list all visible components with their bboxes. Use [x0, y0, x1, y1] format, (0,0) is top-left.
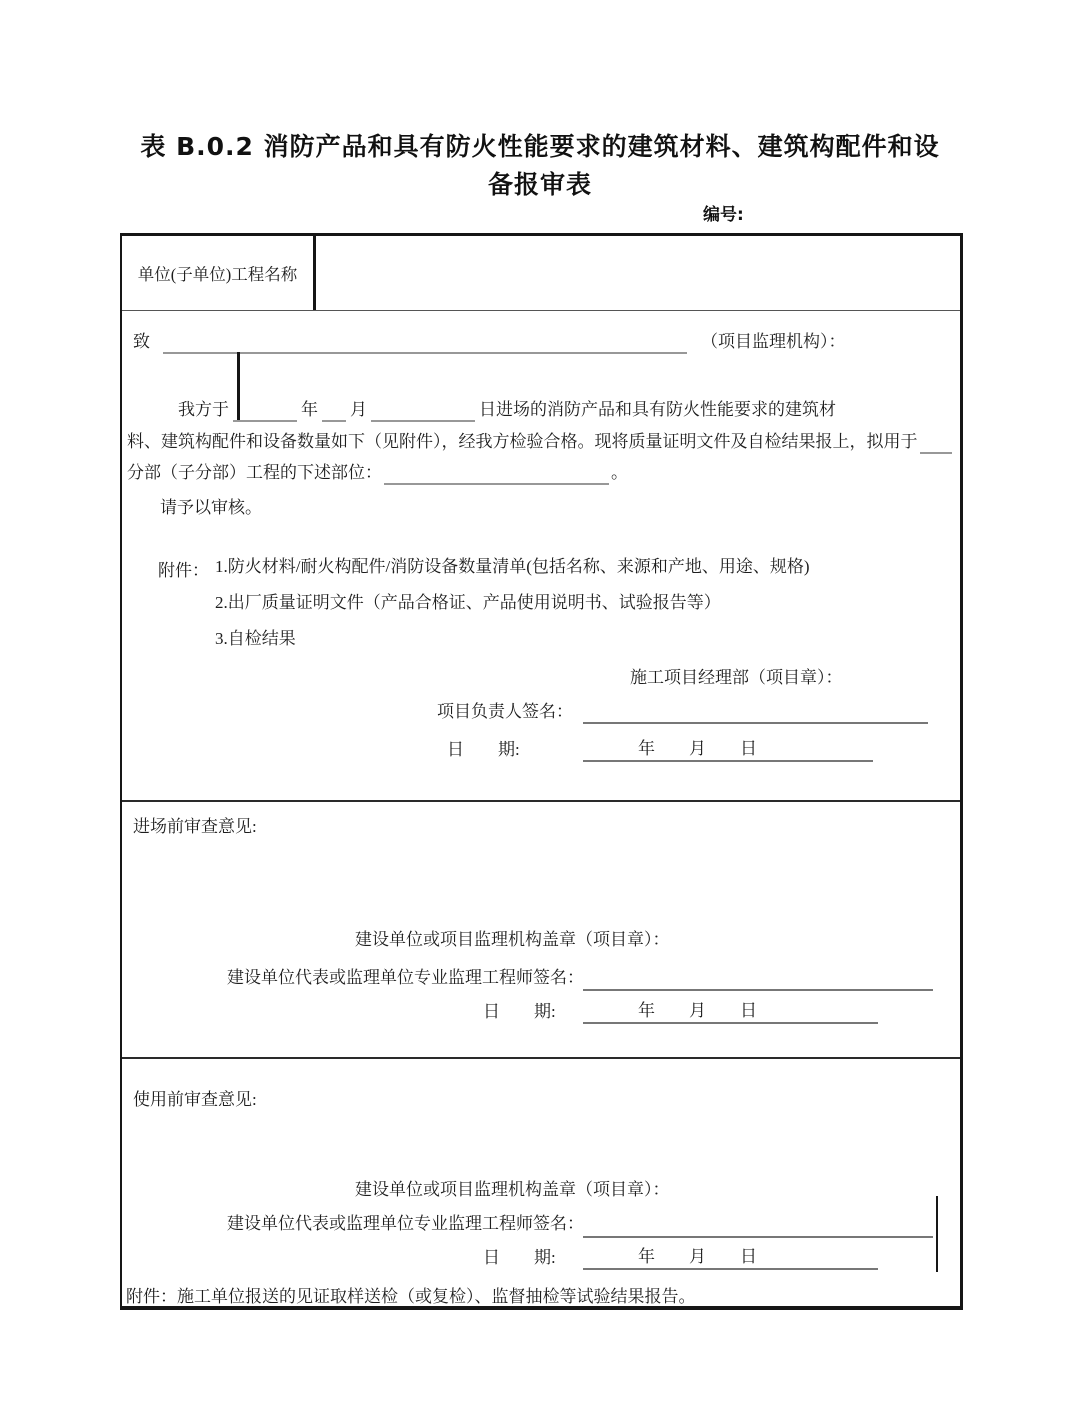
- year-blank: [233, 416, 297, 422]
- form-title-line1: 表 B.0.2 消防产品和具有防火性能要求的建筑材料、建筑构配件和设: [140, 132, 940, 161]
- attachments-label: 附件：: [158, 561, 209, 580]
- row1-bottom-line: [122, 310, 960, 311]
- to-label: 致: [133, 332, 150, 351]
- row1-cell-divider: [313, 236, 316, 310]
- project-leader-signature-label: 项目负责人签名：: [437, 702, 573, 721]
- pre-use-engineer-signature-label: 建设单位代表或监理单位专业监理工程师签名：: [227, 1214, 584, 1233]
- form-title-line2: 备报审表: [487, 170, 592, 199]
- pre-entry-engineer-signature-label: 建设单位代表或监理单位专业监理工程师签名：: [227, 968, 584, 987]
- project-leader-signature-blank: [583, 700, 928, 724]
- supervision-org-blank: [163, 348, 687, 354]
- date-label: 日 期:: [483, 1002, 556, 1021]
- contractor-seal-label: 施工项目经理部（项目章）：: [630, 668, 843, 687]
- subdivision-blank: [920, 448, 953, 454]
- statement-line3-head: 分部（子分部）工程的下述部位：: [127, 463, 382, 482]
- footer-attachment-note: 附件：施工单位报送的见证取样送检（或复检）、监督抽检等试验结果报告。: [126, 1287, 696, 1306]
- attachment-item: 3.自检结果: [215, 629, 296, 648]
- project-name-label: 单位(子单位)工程名称: [137, 265, 298, 284]
- form-title: [0, 128, 1080, 204]
- pre-entry-review-title: 进场前审查意见:: [133, 817, 257, 836]
- pre-entry-engineer-signature-blank: [583, 966, 933, 991]
- cell-tick-line: [936, 1196, 938, 1272]
- statement-line-3: [127, 459, 628, 485]
- pre-use-review-title: 使用前审查意见:: [133, 1090, 257, 1109]
- section-separator: [122, 1057, 960, 1059]
- date-label: 日 期:: [447, 740, 520, 759]
- form-table: [120, 233, 963, 1310]
- pre-entry-seal-label: 建设单位或项目监理机构盖章（项目章）：: [355, 930, 670, 949]
- date-blank: 年 月 日: [583, 1244, 878, 1270]
- date-blank: 年 月 日: [583, 998, 878, 1024]
- statement-line-1: [178, 396, 836, 422]
- attachments-block: [158, 556, 810, 664]
- statement-line1-tail: 日进场的消防产品和具有防火性能要求的建筑材: [479, 400, 836, 419]
- attachments-list: [215, 556, 810, 664]
- we-on-label: 我方于: [178, 400, 229, 419]
- review-request-text: 请予以审核。: [160, 498, 262, 517]
- attachment-item: 2.出厂质量证明文件（产品合格证、产品使用说明书、试验报告等）: [215, 593, 721, 612]
- serial-number-label: 编号:: [703, 205, 744, 225]
- date-blank: 年 月 日: [583, 736, 873, 762]
- supervision-org-suffix: （项目监理机构）：: [701, 332, 846, 351]
- month-label: 月: [350, 400, 367, 419]
- statement-line3-period: 。: [611, 463, 628, 482]
- month-blank: [322, 416, 346, 422]
- statement-line-2: [127, 428, 952, 454]
- section-separator: [122, 800, 960, 802]
- to-row: [133, 328, 951, 354]
- date-label: 日 期:: [483, 1248, 556, 1267]
- pre-use-seal-label: 建设单位或项目监理机构盖章（项目章）：: [355, 1180, 670, 1199]
- target-part-blank: [384, 479, 609, 485]
- attachment-item: 1.防火材料/耐火构配件/消防设备数量清单(包括名称、来源和产地、用途、规格): [215, 557, 810, 576]
- statement-line2-text: 料、建筑构配件和设备数量如下（见附件），经我方检验合格。现将质量证明文件及自检结果报上，拟用于: [127, 432, 918, 451]
- day-blank: [371, 416, 475, 422]
- pre-use-engineer-signature-blank: [583, 1212, 933, 1238]
- year-label: 年: [301, 400, 318, 419]
